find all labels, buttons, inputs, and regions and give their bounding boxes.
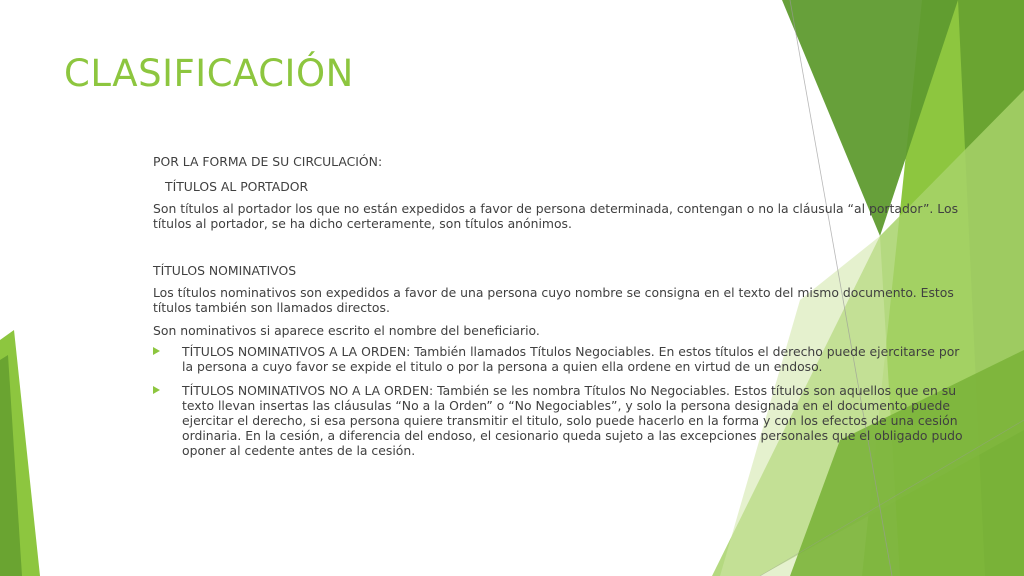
portador-paragraph: Son títulos al portador los que no están expedidos a favor de persona determinada, contengan o no la cláusula “al portador”. Los títulos al portador, se ha dicho certeramente, son títulos anónimos. <box>153 201 959 231</box>
nominativos-note: Son nominativos si aparece escrito el nombre del beneficiario. <box>153 323 540 338</box>
bullet-text: TÍTULOS NOMINATIVOS A LA ORDEN: También llamados Títulos Negociables. En estos títulos el derecho puede ejercitarse por la persona a cuyo favor se expide el titulo o por la persona a quien ella ordene en virtud de un endoso. <box>182 344 960 374</box>
list-item <box>153 383 963 458</box>
section-heading: POR LA FORMA DE SU CIRCULACIÓN: <box>153 154 383 169</box>
triangle-bullet-icon <box>153 347 160 355</box>
portador-heading: TÍTULOS AL PORTADOR <box>165 179 309 194</box>
slide-title: CLASIFICACIÓN <box>64 52 354 95</box>
nominativos-paragraph: Los títulos nominativos son expedidos a favor de una persona cuyo nombre se consigna en el texto del mismo documento. Estos títulos también son llamados directos. <box>153 285 954 315</box>
bullet-text: TÍTULOS NOMINATIVOS NO A LA ORDEN: También se les nombra Títulos No Negociables. Estos títulos son aquellos que en su texto llevan insertas las cláusulas “No a la Orden” o “No Negociables”, y solo la persona designada en el documento puede ejercitar el derecho, si esa persona quiere transmitir el titulo, solo puede hacerlo en la forma y con los efectos de una cesión ordinaria. En la cesión, a diferencia del endoso, el cesionario queda sujeto a las excepciones personales que el obligado pudo oponer al cedente antes de la cesión. <box>182 383 963 458</box>
nominativos-heading: TÍTULOS NOMINATIVOS <box>153 263 297 278</box>
slide-body <box>153 154 963 458</box>
bullet-list <box>153 344 963 458</box>
triangle-bullet-icon <box>153 386 160 394</box>
list-item <box>153 344 963 374</box>
